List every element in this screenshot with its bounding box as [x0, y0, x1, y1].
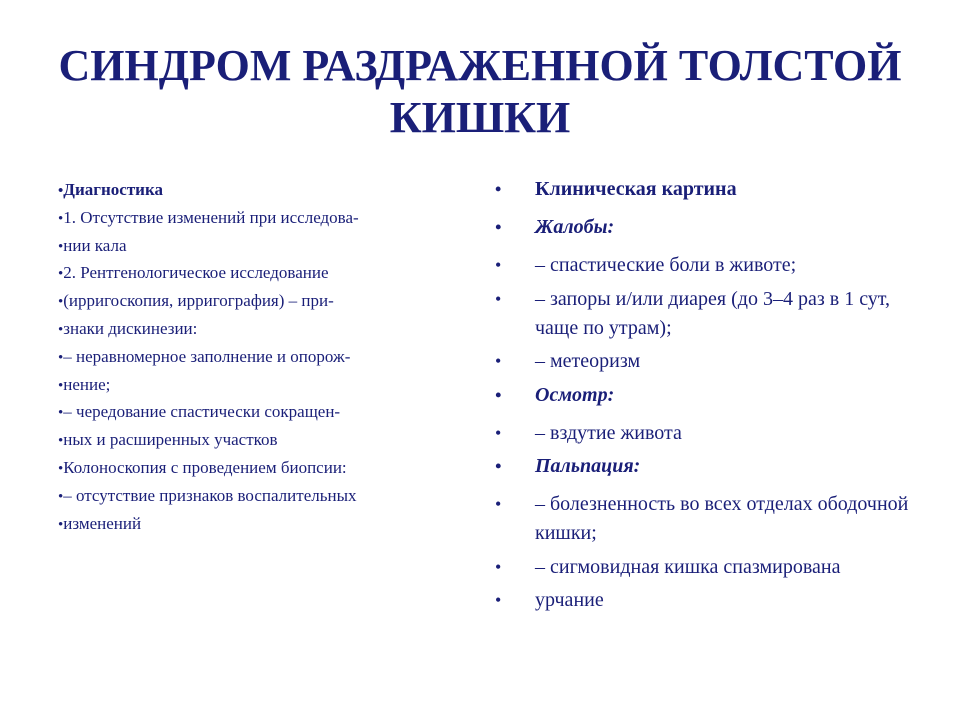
diagnostics-item — [58, 260, 458, 288]
diagnostics-item — [58, 399, 458, 427]
diagnostics-list — [58, 177, 458, 538]
bullet-icon: • — [495, 179, 502, 199]
diagnostics-item-text: изменений — [63, 513, 142, 533]
bullet-icon: • — [58, 238, 64, 255]
clinical-item-text: – сигмовидная кишка спазмирована — [535, 555, 841, 578]
clinical-item — [495, 213, 925, 242]
clinical-item-text: – вздутие живота — [535, 421, 682, 444]
slide-title: СИНДРОМ РАЗДРАЖЕННОЙ ТОЛСТОЙ КИШКИ — [58, 41, 902, 142]
clinical-item-text: урчание — [535, 589, 604, 611]
diagnostics-item-text: 2. Рентгенологическое исследование — [63, 263, 329, 283]
diagnostics-item-text: ных и расширенных участков — [63, 430, 278, 450]
bullet-icon: • — [495, 255, 502, 275]
clinical-item — [495, 347, 925, 376]
clinical-item — [495, 419, 925, 448]
clinical-item — [495, 586, 925, 615]
diagnostics-item — [58, 205, 458, 233]
bullet-icon: • — [495, 456, 502, 476]
bullet-icon: • — [495, 422, 502, 443]
bullet-icon: • — [58, 377, 64, 394]
diagnostics-item — [58, 427, 458, 455]
diagnostics-item-text: Диагностика — [63, 180, 163, 199]
clinical-item — [495, 285, 925, 343]
diagnostics-item — [58, 455, 458, 483]
diagnostics-item-text: – неравномерное заполнение и опорож- — [63, 346, 351, 366]
bullet-icon: • — [58, 433, 64, 450]
diagnostics-item — [58, 233, 458, 261]
bullet-icon: • — [58, 405, 64, 422]
bullet-icon: • — [58, 266, 64, 283]
bullet-icon: • — [495, 494, 502, 514]
diagnostics-item — [58, 511, 458, 539]
diagnostics-item-text: – чередование спастически сокращен- — [63, 402, 341, 422]
diagnostics-item-text: 1. Отсутствие изменений при исследова- — [63, 207, 359, 227]
clinical-item — [495, 490, 925, 548]
bullet-icon: • — [58, 321, 64, 338]
diagnostics-item — [58, 288, 458, 316]
bullet-icon: • — [495, 217, 502, 237]
diagnostics-item — [58, 372, 458, 400]
diagnostics-item-text: знаки дискинезии: — [63, 318, 198, 338]
diagnostics-item — [58, 316, 458, 344]
clinical-item-text: Осмотр: — [535, 383, 615, 406]
clinical-item — [495, 553, 925, 582]
bullet-icon: • — [58, 210, 64, 227]
clinical-item — [495, 175, 925, 204]
bullet-icon: • — [58, 183, 64, 199]
clinical-item — [495, 452, 925, 481]
clinical-item-text: Жалобы: — [535, 216, 615, 238]
clinical-item — [495, 251, 925, 280]
clinical-item-text: – болезненность во всех отделах ободочной кишки; — [535, 493, 909, 544]
diagnostics-item — [58, 483, 458, 511]
clinical-item-text: Пальпация: — [535, 455, 641, 477]
diagnostics-item — [58, 344, 458, 372]
clinical-item — [495, 381, 925, 410]
bullet-icon: • — [495, 556, 502, 577]
diagnostics-item-text: нение; — [63, 374, 111, 394]
bullet-icon: • — [58, 516, 64, 533]
clinical-item-text: – спастические боли в животе; — [535, 254, 797, 276]
bullet-icon: • — [58, 460, 64, 477]
clinical-item-text: – запоры и/или диарея (до 3–4 раз в 1 сут, чаще по утрам); — [535, 287, 891, 339]
bullet-icon: • — [495, 288, 502, 309]
bullet-icon: • — [58, 349, 64, 366]
diagnostics-item-text: – отсутствие признаков воспалительных — [63, 485, 357, 505]
bullet-icon: • — [495, 351, 502, 371]
clinical-item-text: Клиническая картина — [535, 178, 737, 200]
clinical-picture-list — [495, 175, 925, 620]
bullet-icon: • — [495, 590, 502, 610]
diagnostics-item — [58, 177, 458, 205]
bullet-icon: • — [58, 488, 64, 505]
diagnostics-item-text: Колоноскопия с проведением биопсии: — [63, 457, 347, 477]
diagnostics-item-text: (ирригоскопия, ирригография) – при- — [63, 291, 334, 311]
diagnostics-item-text: нии кала — [63, 235, 127, 255]
bullet-icon: • — [58, 294, 64, 311]
clinical-item-text: – метеоризм — [535, 350, 641, 372]
bullet-icon: • — [495, 384, 502, 405]
